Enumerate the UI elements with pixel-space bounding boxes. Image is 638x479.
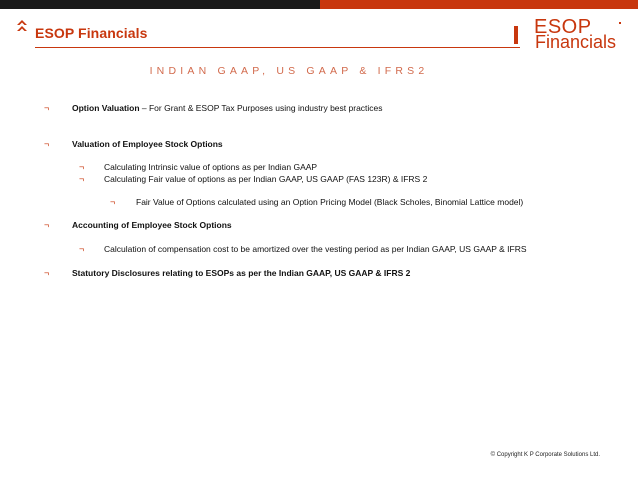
list-item-intrinsic-value: Calculating Intrinsic value of options as per Indian GAAP — [104, 162, 318, 172]
logo-mark — [514, 26, 518, 44]
top-bar-accent — [320, 0, 638, 9]
bullet-icon: ¬ — [44, 103, 50, 113]
list-item-compensation-cost: Calculation of compensation cost to be amortized over the vesting period as per Indian GAAP, US GAAP & IFRS — [104, 244, 527, 254]
bullet-icon: ¬ — [44, 220, 50, 230]
list-item-statutory-disclosures: Statutory Disclosures relating to ESOPs as per the Indian GAAP, US GAAP & IFRS 2 — [72, 268, 411, 278]
list-item-fair-value-model: Fair Value of Options calculated using an Option Pricing Model (Black Scholes, Binomial Lattice model) — [136, 197, 524, 207]
option-valuation-description: – For Grant & ESOP Tax Purposes using industry best practices — [139, 103, 383, 113]
top-bar-dark — [0, 0, 320, 9]
copyright-notice: © Copyright K P Corporate Solutions Ltd. — [490, 452, 600, 458]
option-valuation-label: Option Valuation — [72, 103, 140, 113]
logo-line1: ESOP — [534, 16, 592, 38]
double-chevron-up-icon[interactable] — [16, 19, 28, 33]
slide-subtitle: INDIAN GAAP, US GAAP & IFRS2 — [149, 65, 429, 77]
list-item-fair-value: Calculating Fair value of options as per Indian GAAP, US GAAP (FAS 123R) & IFRS 2 — [104, 174, 428, 184]
esop-financials-logo — [514, 16, 624, 52]
logo-dot — [619, 22, 621, 24]
logo-line2: Financials — [535, 32, 617, 52]
bullet-icon: ¬ — [79, 162, 85, 172]
bullet-icon: ¬ — [79, 244, 85, 254]
header-divider — [35, 47, 520, 48]
bullet-icon: ¬ — [110, 197, 116, 207]
page-title: ESOP Financials — [35, 25, 148, 41]
bullet-icon: ¬ — [79, 174, 85, 184]
list-item-valuation-heading: Valuation of Employee Stock Options — [72, 139, 223, 149]
list-item-accounting-heading: Accounting of Employee Stock Options — [72, 220, 232, 230]
list-item-option-valuation — [72, 103, 383, 114]
bullet-icon: ¬ — [44, 268, 50, 278]
bullet-icon: ¬ — [44, 139, 50, 149]
